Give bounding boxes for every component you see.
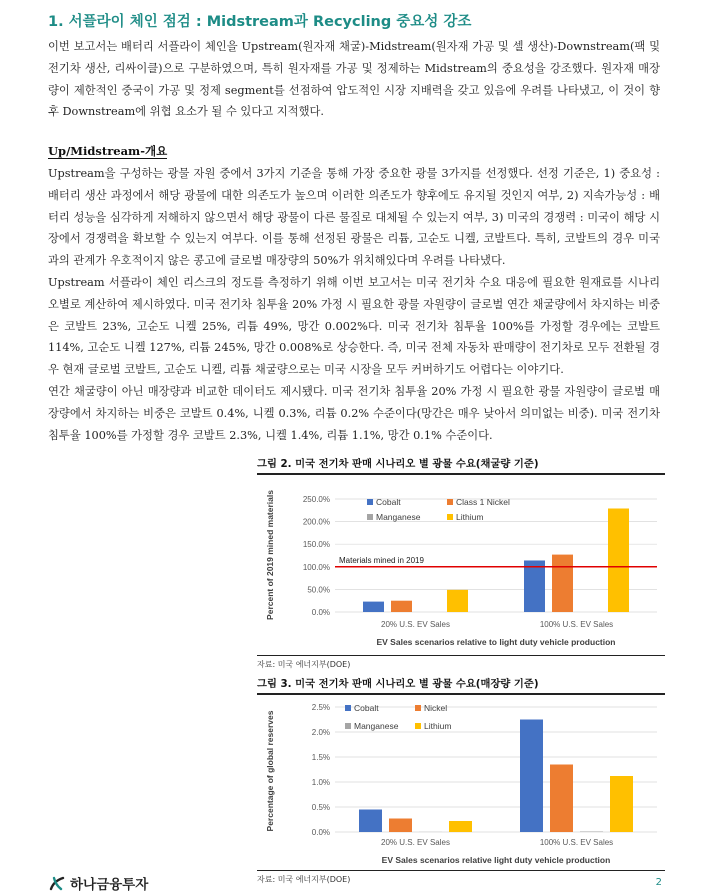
legend-swatch (447, 499, 453, 505)
legend-swatch (447, 514, 453, 520)
bar-cobalt (520, 720, 543, 833)
global-reserves-bar-chart (257, 695, 665, 870)
bar-cobalt (524, 560, 545, 612)
x-category-label: 100% U.S. EV Sales (539, 838, 614, 847)
legend-label: Cobalt (376, 497, 401, 507)
figure-2 (257, 455, 665, 670)
bar-cobalt (363, 602, 384, 612)
legend-label: Lithium (424, 721, 452, 731)
y-axis-title: Percentage of global reserves (265, 710, 275, 832)
figure-2-source: 자료: 미국 에너지부(DOE) (257, 660, 351, 669)
y-tick-label: 1.5% (311, 753, 330, 762)
reference-line-label: Materials mined in 2019 (339, 555, 424, 565)
legend-label: Cobalt (354, 703, 379, 713)
y-tick-label: 250.0% (302, 495, 330, 504)
hana-symbol-icon (48, 874, 66, 892)
legend-label: Manganese (376, 512, 421, 522)
x-axis-title: EV Sales scenarios relative to light duty vehicle production (376, 637, 616, 647)
legend-label: Lithium (456, 512, 484, 522)
legend-label: Manganese (354, 721, 399, 731)
x-category-label: 20% U.S. EV Sales (381, 620, 450, 629)
figure-3 (257, 675, 665, 885)
x-category-label: 100% U.S. EV Sales (539, 620, 614, 629)
y-tick-label: 2.5% (311, 703, 330, 712)
legend-swatch (415, 705, 421, 711)
figure-3-title: 그림 3. 미국 전기차 판매 시나리오 별 광물 수요(매장량 기준) (257, 675, 665, 695)
bar-lithium (449, 821, 472, 832)
page-number: 2 (655, 877, 662, 888)
figure-3-chart-box (257, 695, 665, 871)
y-tick-label: 50.0% (307, 585, 330, 595)
y-tick-label: 0.5% (311, 803, 330, 812)
y-tick-label: 150.0% (302, 540, 330, 550)
legend-swatch (415, 723, 421, 729)
y-tick-label: 0.0% (311, 828, 330, 837)
figure-3-source: 자료: 미국 에너지부(DOE) (257, 875, 351, 884)
bar-nickel (389, 819, 412, 833)
x-category-label: 20% U.S. EV Sales (381, 838, 450, 847)
bar-lithium (608, 508, 629, 612)
legend-label: Class 1 Nickel (456, 497, 510, 507)
legend-swatch (367, 514, 373, 520)
bar-class-1-nickel (552, 555, 573, 612)
bar-class-1-nickel (391, 601, 412, 612)
paragraph-1: Upstream을 구성하는 광물 자원 중에서 3가지 기준을 통해 가장 중요한 광물 3가지를 선정했다. 선정 기준은, 1) 중요성 : 배터리 생산 과정에서 해당 광물에 대한 의존도가 높으며 이러한 의존도가 향후에도 유지될 것인지 여부, 2) 지속가능성 : 배터리 성능을 심각하게 저해하지 않으면서 해당 광물이 다른 물질로 대체될 수 있는지 여부, 3) 미국의 경쟁력 : 미국이 해당 시장에서 경쟁력을 확보할 수 있는지 여부다. 이를 통해 선정된 광물은 리튬, 고순도 니켈, 코발트다. 특히, 코발트의 경우 미국과의 관계가 우호적이지 않은 콩고에 글로벌 매장량의 50%가 위치해있다며 우려를 나타냈다. (48, 167, 660, 268)
y-tick-label: 0.0% (311, 608, 330, 617)
y-axis-title: Percent of 2019 mined materials (265, 490, 275, 620)
figure-2-chart-box (257, 475, 665, 656)
paragraph-3: 연간 채굴량이 아닌 매장량과 비교한 데이터도 제시됐다. 미국 전기차 침투율 20% 가정 시 필요한 광물 자원량이 글로벌 매장량에서 차지하는 비중은 코발트 0.4%, 니켈 0.3%, 리튬 0.2% 수준이다(망간은 매우 낮아서 의미없는 비중). 미국 전기차 침투율 100%를 가정할 경우 코발트 2.3%, 니켈 1.4%, 리튬 1.1%, 망간 0.1% 수준이다. (48, 385, 660, 442)
intro-paragraph: 이번 보고서는 배터리 서플라이 체인을 Upstream(원자재 채굴)-Midstream(원자재 가공 및 셀 생산)-Downstream(팩 및 전기차 생산, 리싸이클)으로 구분하였으며, 특히 원자재를 가공 및 정제하는 Midstream의 중요성을 강조했다. 원자재 매장량이 제한적인 중국이 가공 및 정제 segment를 선점하여 압도적인 시장 지배력을 갖고 있음에 우려를 나타냈고, 이 것이 향후 Downstream에 위협 요소가 될 수 있다고 지적했다. (48, 40, 660, 119)
y-tick-label: 1.0% (311, 778, 330, 787)
figure-2-title: 그림 2. 미국 전기차 판매 시나리오 별 광물 수요(채굴량 기준) (257, 455, 665, 475)
bar-lithium (447, 590, 468, 612)
legend-swatch (345, 723, 351, 729)
subheading (48, 143, 167, 159)
y-tick-label: 200.0% (302, 517, 330, 527)
legend-swatch (345, 705, 351, 711)
y-tick-label: 2.0% (311, 728, 330, 737)
bar-nickel (550, 765, 573, 833)
paragraph-2: Upstream 서플라이 체인 리스크의 정도를 측정하기 위해 이번 보고서는 미국 전기차 수요 대응에 필요한 원재료를 시나리오별로 계산하여 제시하였다. 미국 전기차 침투율 20% 가정 시 필요한 광물 자원량이 글로벌 연간 채굴량에서 차지하는 비중은 코발트 23%, 고순도 니켈 25%, 리튬 49%, 망간 0.002%다. 미국 전기차 침투율 100%를 가정할 경우에는 코발트 114%, 고순도 니켈 127%, 리튬 245%, 망간 0.008%로 상승한다. 즉, 미국 전체 자동차 판매량이 전기차로 모두 전환될 경우 현재 글로벌 코발트, 고순도 니켈, 리튬 채굴량으로는 미국 시장을 모두 커버하기도 어렵다는 이야기다. (48, 276, 660, 377)
bar-lithium (610, 776, 633, 832)
legend-swatch (367, 499, 373, 505)
logo-text: 하나금융투자 (70, 877, 149, 893)
legend-label: Nickel (424, 703, 448, 713)
y-tick-label: 100.0% (302, 562, 330, 572)
x-axis-title: EV Sales scenarios relative light duty vehicle production (381, 855, 611, 865)
section-heading: 1. 서플라이 체인 점검 : Midstream과 Recycling 중요성 강조 (48, 14, 472, 30)
subheading-text: Up/Midstream-개요 (48, 144, 168, 158)
bar-cobalt (359, 810, 382, 833)
company-logo (48, 874, 148, 892)
mined-materials-bar-chart (257, 475, 665, 655)
bar-manganese (580, 832, 603, 833)
